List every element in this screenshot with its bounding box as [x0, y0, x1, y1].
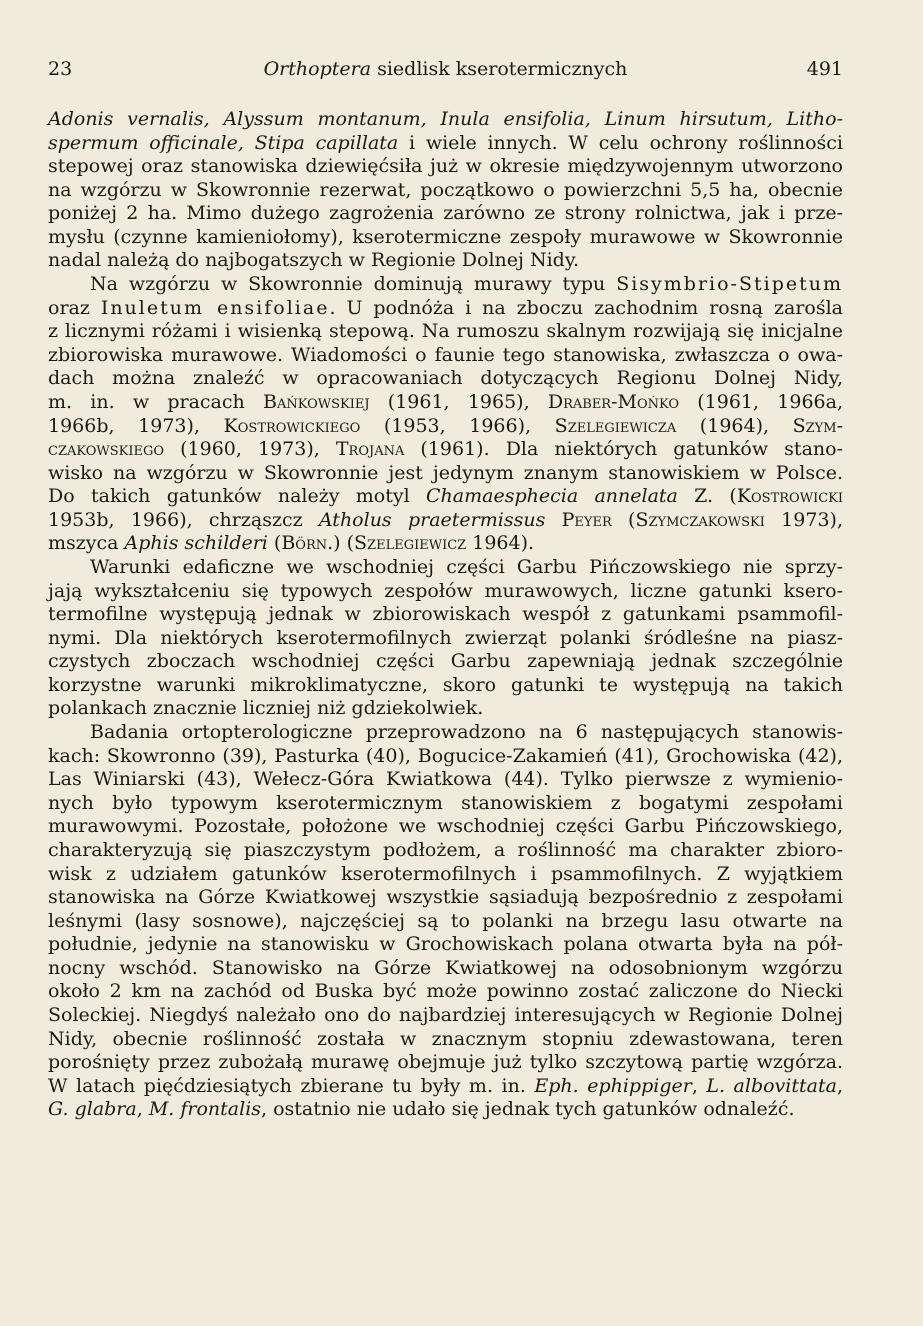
line-text: mszyca	[48, 532, 125, 555]
text-line: charakteryzują się piaszczystym podłożem, a roślinność ma charakter zbioro-	[48, 838, 843, 861]
line-text: 1953b, 1966), chrząszcz	[48, 508, 319, 531]
text-line: wisko na wzgórzu w Skowronnie jest jedynym znanym stanowiskiem w Polsce.	[48, 461, 843, 484]
line-text: , ostatnio nie udało się jednak tych gatunków odnaleźć.	[261, 1098, 795, 1121]
species-name: Eph. ephippiger	[534, 1074, 692, 1097]
line-text: 1973),	[764, 508, 843, 531]
running-title-italic: Orthoptera	[263, 58, 372, 80]
text-line: na wzgórzu w Skowronnie rezerwat, początkowo o powierzchni 5,5 ha, obecnie	[48, 178, 843, 201]
text-line: Las Winiarski (43), Wełecz-Góra Kwiatkowa (44). Tylko pierwsze z wymienio-	[48, 768, 843, 791]
text-line	[48, 485, 843, 509]
text-line: murawowymi. Pozostałe, położone we wschodniej części Garbu Pińczowskiego,	[48, 815, 843, 838]
line-text: ,	[691, 1074, 707, 1097]
text-line: nych było typowym kserotermicznym stanowiskiem z bogatymi zespołami	[48, 791, 843, 814]
line-text: . U podnóża i na zboczu zachodnim rosną zarośla	[329, 296, 843, 319]
running-header	[48, 58, 843, 84]
association-name: Inuletum ensifoliae	[100, 296, 330, 319]
text-line	[48, 391, 843, 415]
text-line: termofilne występują jednak w zbiorowiskach wespół z gatunkami psammofil-	[48, 603, 843, 626]
text-line: stepowej oraz stanowiska dziewięćsiła już w okresie międzywojennym utworzono	[48, 155, 843, 178]
line-text: ,	[836, 1074, 843, 1097]
text-line: Nidy, obecnie roślinność została w znacznym stopniu zdewastowana, teren	[48, 1027, 843, 1050]
text-line: Warunki edaficzne we wschodniej części Garbu Pińczowskiego nie sprzy-	[90, 555, 843, 578]
text-line: poniżej 2 ha. Mimo dużego zagrożenia zarówno ze strony rolnictwa, jak i prze-	[48, 202, 843, 225]
line-text: ) (	[333, 532, 355, 555]
species-names: Adonis vernalis, Alyssum montanum, Inula ensifolia, Linum hirsutum, Litho-	[48, 108, 843, 130]
text-line: porośnięty przez zubożałą murawę obejmuje już tylko szczytową partię wzgórza.	[48, 1051, 843, 1074]
line-text: (	[267, 532, 282, 555]
species-names: spermum officinale, Stipa capillata	[48, 131, 399, 154]
text-line: nymi. Dla niektórych kserotermofilnych zwierząt polanki śródleśne na piasz-	[48, 626, 843, 649]
author-name: Trojana	[335, 438, 405, 461]
author-name: Szelegiewicz	[354, 532, 467, 555]
association-name: Sisymbrio-Stipetum	[616, 273, 843, 296]
line-text: (1961). Dla niektórych gatunków stano-	[404, 438, 843, 461]
text-line	[48, 273, 843, 297]
species-name: Atholus praetermissus	[318, 508, 546, 531]
text-line: leśnymi (lasy sosnowe), najczęściej są to polanki na brzegu lasu otwarte na	[48, 909, 843, 932]
text-line: nadal należą do najbogatszych w Regionie Dolnej Nidy.	[48, 249, 580, 272]
line-text: (1961, 1965),	[369, 390, 548, 413]
text-line: nocny wschód. Stanowisko na Górze Kwiatkowej na odosobnionym wzgórzu	[48, 956, 843, 979]
author-name: czakowskiego	[48, 438, 165, 461]
running-title-rest: siedlisk kserotermicznych	[371, 58, 628, 80]
text-line	[48, 297, 843, 321]
line-text: (1953, 1966),	[360, 414, 555, 437]
text-line: około 2 km na zachód od Buska być może powinno zostać zaliczone do Niecki	[48, 980, 843, 1003]
line-text: i wiele innych. W celu ochrony roślinności	[398, 131, 843, 154]
line-text: (1961, 1966a,	[679, 390, 844, 413]
text-line: południe, jedynie na stanowisku w Grochowiskach polana otwarta była na pół-	[48, 933, 843, 956]
author-name: Peyer	[561, 508, 612, 531]
species-name: M. frontalis	[148, 1098, 262, 1121]
text-line: Soleckiej. Niegdyś należało ono do najbardziej interesujących w Regionie Dolnej	[48, 1003, 843, 1026]
author-name: Szym-	[792, 414, 843, 437]
page-number-right: 491	[806, 58, 843, 80]
text-line	[48, 1098, 843, 1122]
body-text	[48, 108, 843, 1122]
text-line: mysłu (czynne kamieniołomy), kserotermiczne zespoły murawowe w Skowronnie	[48, 225, 843, 248]
line-text: oraz	[48, 296, 101, 319]
text-line: dach można znaleźć w opracowaniach dotyczących Regionu Dolnej Nidy,	[48, 367, 843, 390]
text-line	[48, 108, 843, 132]
species-name: G. glabra	[48, 1098, 137, 1121]
text-line: z licznymi różami i wisienką stepową. Na rumoszu skalnym rozwijają się inicjalne	[48, 320, 843, 343]
line-text: 1966b, 1973),	[48, 414, 224, 437]
line-text: 1964).	[466, 532, 535, 555]
text-line	[48, 438, 843, 462]
line-text: (1960, 1973),	[164, 438, 336, 461]
author-name: Bańkowskiej	[263, 390, 370, 413]
running-title	[48, 58, 843, 80]
text-line	[48, 532, 843, 556]
line-text: W latach pięćdziesiątych zbierane tu były m. in.	[48, 1074, 535, 1097]
author-name: Kostrowickiego	[223, 414, 361, 437]
line-text: ,	[136, 1098, 149, 1121]
text-line: korzystne warunki mikroklimatyczne, skoro gatunki te występują na takich	[48, 673, 843, 696]
text-line	[48, 509, 843, 533]
text-line: Badania ortopterologiczne przeprowadzono na 6 następujących stanowis-	[90, 721, 843, 744]
text-line: kach: Skowronno (39), Pasturka (40), Bogucice-Zakamień (41), Grochowiska (42),	[48, 744, 843, 767]
line-text	[545, 509, 561, 531]
text-line: zbiorowiska murawowe. Wiadomości o faunie tego stanowiska, zwłaszcza o owa-	[48, 343, 843, 366]
author-name: Szelegiewicza	[554, 414, 677, 437]
species-name: Aphis schilderi	[124, 532, 268, 555]
line-text: Do takich gatunków należy motyl	[48, 485, 427, 508]
author-name: Szymczakowski	[635, 508, 765, 531]
line-text: m. in. w pracach	[48, 390, 263, 413]
line-text: (	[611, 508, 636, 531]
author-name: Draber-Mońko	[547, 390, 680, 413]
author-name: Börn.	[281, 532, 334, 555]
line-text: Na wzgórzu w Skowronnie dominują murawy typu	[90, 273, 617, 296]
text-line	[48, 1075, 843, 1099]
text-line: czystych zboczach wschodniej części Garbu zapewniają jednak szczególnie	[48, 650, 843, 673]
species-name: L. albovittata	[706, 1074, 837, 1097]
text-line: jają wykształceniu się typowych zespołów murawowych, liczne gatunki ksero-	[48, 579, 843, 602]
text-line: polankach znacznie liczniej niż gdziekolwiek.	[48, 697, 484, 720]
text-line: stanowiska na Górze Kwiatkowej wszystkie sąsiadują bezpośrednio z zespołami	[48, 886, 843, 909]
line-text: Z. (	[677, 485, 737, 508]
author-name: Kostrowicki	[736, 485, 843, 508]
text-line	[48, 132, 843, 156]
text-line: wisk z udziałem gatunków kserotermofilnych i psammofilnych. Z wyjątkiem	[48, 862, 843, 885]
page-number-left: 23	[48, 58, 73, 80]
text-line	[48, 415, 843, 439]
species-name: Chamaesphecia annelata	[426, 485, 678, 508]
line-text: (1964),	[676, 414, 793, 437]
